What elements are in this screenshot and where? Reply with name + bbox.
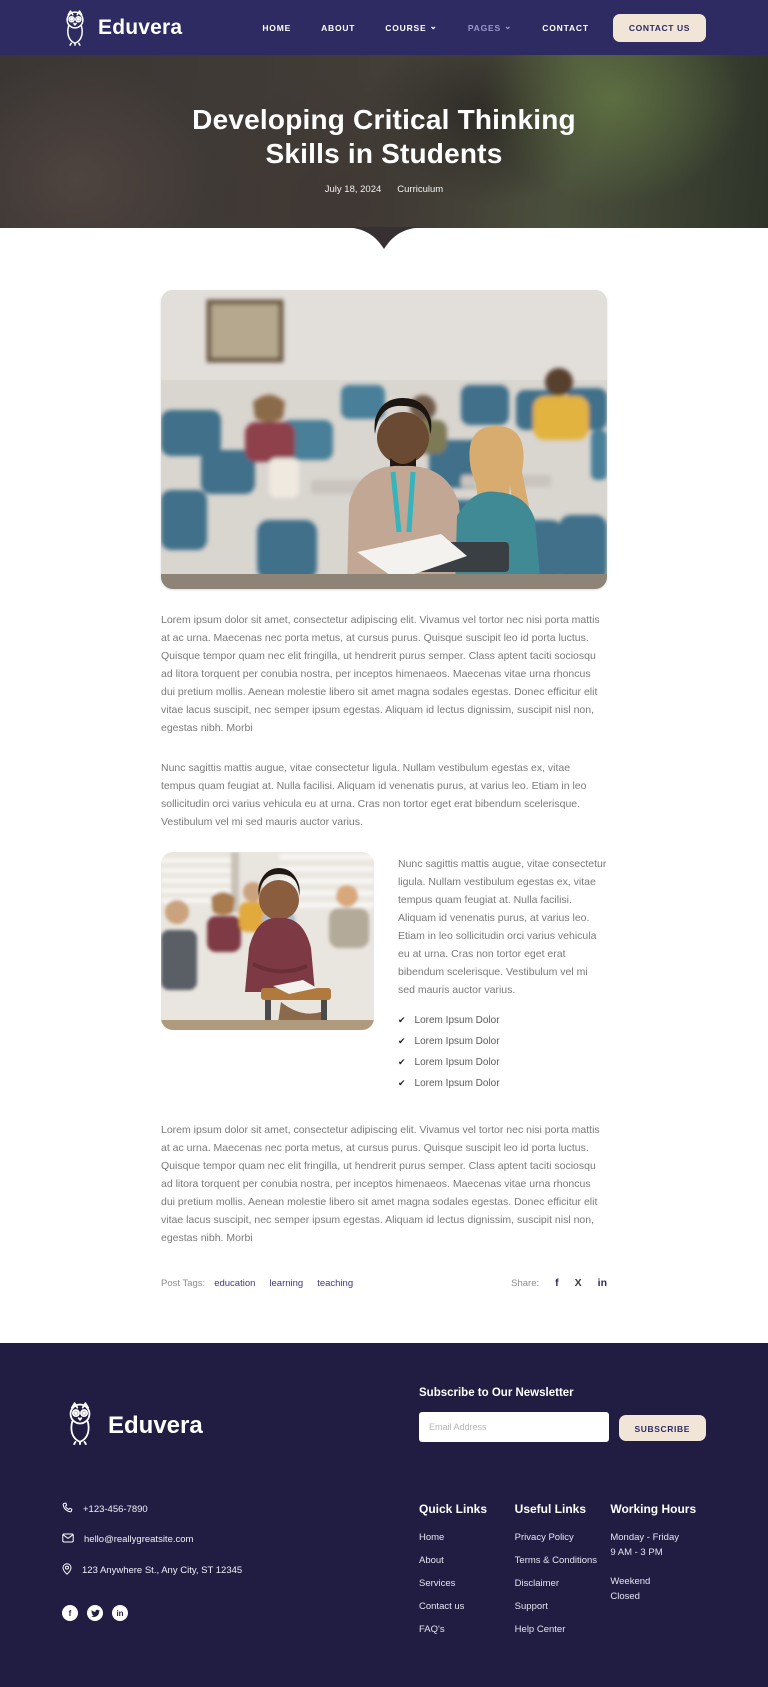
useful-links-column [515,1502,611,1647]
working-hours-column [610,1502,706,1647]
newsletter-heading: Subscribe to Our Newsletter [419,1387,574,1400]
check-icon: ✔ [398,1035,406,1046]
weekend-days: Weekend [610,1576,651,1588]
location-pin-icon [62,1563,72,1578]
article-body [161,228,607,1343]
check-icon: ✔ [398,1077,406,1088]
post-tags-label: Post Tags: [161,1277,206,1289]
tags-share-row [161,1277,607,1343]
share-label: Share: [511,1277,540,1289]
footer-link-about[interactable]: About [419,1555,444,1567]
owl-logo-icon [62,1401,98,1450]
tag-teaching[interactable]: teaching [317,1277,354,1289]
footer-brand-name: Eduvera [108,1411,203,1439]
nav-about[interactable]: ABOUT [321,22,356,33]
useful-links-title: Useful Links [514,1502,587,1517]
chevron-down-icon: ⌄ [429,21,438,31]
check-icon: ✔ [398,1056,406,1067]
footer-brand-logo[interactable] [62,1401,203,1450]
footer-link-privacy-policy[interactable]: Privacy Policy [514,1532,574,1544]
checklist [398,1015,607,1089]
working-hours-title: Working Hours [610,1502,697,1517]
street-address: 123 Anywhere St., Any City, ST 12345 [82,1565,243,1577]
brand-name: Eduvera [98,15,183,39]
footer-link-terms[interactable]: Terms & Conditions [514,1555,598,1567]
address-row [62,1563,419,1578]
twitter-icon[interactable] [87,1605,103,1621]
facebook-icon[interactable]: f [62,1605,78,1621]
post-date: July 18, 2024 [324,184,382,196]
footer-contact [62,1502,419,1647]
weekend-hours: Closed [610,1591,640,1603]
nav-course[interactable]: COURSE ⌄ [385,21,438,33]
hero-banner [0,55,768,228]
weekday-hours: 9 AM - 3 PM [610,1547,663,1559]
paragraph-3: Lorem ipsum dolor sit amet, consectetur adipiscing elit. Vivamus vel tortor nec nisi porta mattis at ac urna. Maecenas nec porta metus, at cursus purus. Quisque suscipit leo id porta luctus. Quisque tempor quam nec elit fringilla, ut hendrerit purus semper. Class aptent taciti sociosqu ad litora torquent per conubia nostra, per inceptos himenaeos. Maecenas vitae urna rhoncus dui pretium mollis. Aenean molestie libero sit amet magna sodales egestas. Donec efficitur elit vitae lacus suscipit, nec semper ipsum egestas. Aliquam id lectus dignissim, suscipit nisl non, egestas nibh. Morbi [161,1123,600,1245]
linkedin-icon[interactable]: in [112,1605,128,1621]
email-address[interactable]: hello@reallygreatsite.com [84,1534,194,1546]
footer-link-contact-us[interactable]: Contact us [419,1601,465,1613]
contact-us-button[interactable]: CONTACT US [613,14,706,42]
nav-contact[interactable]: CONTACT [542,22,589,33]
side-paragraph: Nunc sagittis mattis augue, vitae consectetur ligula. Nullam vestibulum egestas ex, vitae tempus quam feugiat at. Nulla facilisi. Aliquam id venenatis purus, at varius leo. Etiam in leo sollicitudin orci varius vehicula eu at urna. Cras non tortor eget erat bibendum scelerisque. Vestibulum vel mi sed mauris auctor varius. [398,857,607,996]
footer [0,1343,768,1687]
share-row [511,1277,607,1289]
tag-education[interactable]: education [214,1277,256,1289]
nav-pages[interactable]: PAGES ⌄ [467,21,513,33]
image-text-section [161,852,607,1099]
x-share-icon[interactable]: X [574,1277,582,1290]
facebook-share-icon[interactable]: f [555,1277,559,1290]
post-tags [214,1278,353,1289]
paragraph-2: Nunc sagittis mattis augue, vitae consectetur ligula. Nullam vestibulum egestas ex, vitae tempus quam feugiat at. Nulla facilisi. Aliquam id venenatis purus, at varius leo. Etiam in leo sollicitudin orci varius vehicula eu at urna. Cras non tortor eget erat bibendum scelerisque. Vestibulum vel mi sed mauris auctor varius. [161,762,587,829]
quick-links-title: Quick Links [419,1502,488,1517]
post-category: Curriculum [397,184,444,196]
email-input[interactable] [419,1412,609,1442]
paragraph-1: Lorem ipsum dolor sit amet, consectetur adipiscing elit. Vivamus vel tortor nec nisi porta mattis at ac urna. Maecenas nec porta metus, at cursus purus. Quisque suscipit leo id porta luctus. Quisque tempor quam nec elit fringilla, ut hendrerit purus semper. Class aptent taciti sociosqu ad litora torquent per conubia nostra, per inceptos himenaeos. Maecenas vitae urna rhoncus dui pretium mollis. Aenean molestie libero sit amet magna sodales egestas. Donec efficitur elit vitae lacus suscipit, nec semper ipsum egestas. Aliquam id lectus dignissim, suscipit nisl non, egestas nibh. Morbi [161,614,600,735]
footer-link-disclaimer[interactable]: Disclaimer [514,1578,560,1590]
header [0,0,768,55]
phone-row [62,1502,419,1516]
phone-number[interactable]: +123-456-7890 [83,1503,148,1515]
phone-icon [62,1502,73,1516]
check-icon: ✔ [398,1014,406,1025]
checklist-item: ✔ Lorem Ipsum Dolor [398,1014,500,1026]
tag-learning[interactable]: learning [269,1277,304,1289]
footer-link-home[interactable]: Home [419,1532,445,1544]
nav-home[interactable]: HOME [262,22,292,33]
checklist-item: ✔ Lorem Ipsum Dolor [398,1077,500,1089]
post-meta [0,184,768,195]
page-title: Developing Critical Thinking Skills in Students [192,104,576,170]
hero-notch-decoration [341,227,427,249]
footer-link-help-center[interactable]: Help Center [514,1624,566,1636]
quick-links-column [419,1502,515,1647]
subscribe-button[interactable]: SUBSCRIBE [619,1415,706,1441]
owl-logo-icon [60,9,90,46]
weekday-days: Monday - Friday [610,1532,679,1544]
newsletter-section [419,1387,706,1442]
article-main-image [161,290,607,589]
main-nav [238,23,613,33]
footer-link-faqs[interactable]: FAQ's [419,1624,445,1636]
chevron-down-icon: ⌄ [503,21,513,31]
footer-link-support[interactable]: Support [514,1601,548,1613]
footer-socials [62,1605,419,1621]
article-side-image [161,852,374,1030]
checklist-item: ✔ Lorem Ipsum Dolor [398,1056,500,1068]
footer-link-services[interactable]: Services [419,1578,456,1590]
brand-logo[interactable] [60,9,182,46]
email-icon [62,1533,74,1546]
linkedin-share-icon[interactable]: in [597,1277,607,1290]
email-row [62,1533,419,1546]
checklist-item: ✔ Lorem Ipsum Dolor [398,1035,500,1047]
